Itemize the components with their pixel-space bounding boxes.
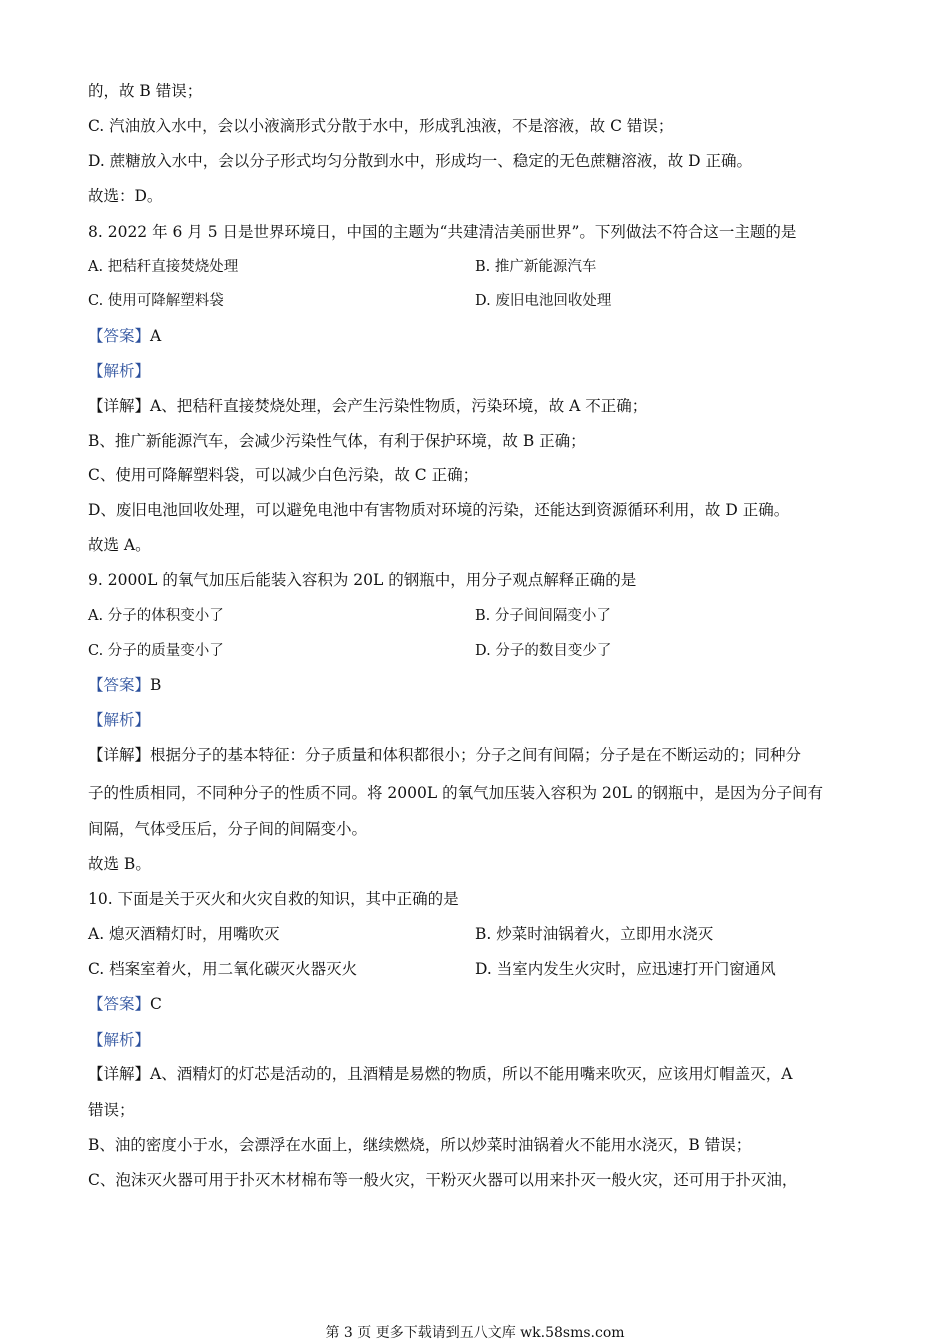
answer-tag: 【答案】 xyxy=(88,995,151,1013)
answer-value: B xyxy=(150,676,162,694)
q8-option-c: C. 使用可降解塑料袋 xyxy=(88,293,224,309)
detail-text: A、把秸秆直接焚烧处理，会产生污染性物质，污染环境，故 A 不正确； xyxy=(150,397,648,415)
q10-option-a: A. 熄灭酒精灯时，用嘴吹灭 xyxy=(88,925,280,943)
detail-tag: 【详解】 xyxy=(88,397,151,415)
q9-answer xyxy=(88,674,161,696)
q8-conclusion: 故选 A。 xyxy=(88,536,151,554)
detail-tag: 【详解】 xyxy=(88,746,151,764)
q9-option-d: D. 分子的数目变少了 xyxy=(475,643,612,659)
q8-option-a: A. 把秸秆直接焚烧处理 xyxy=(88,259,239,275)
detail-tag: 【详解】 xyxy=(88,1065,151,1083)
question-8-stem: 8. 2022 年 6 月 5 日是世界环境日，中国的主题为“共建清洁美丽世界”。下列做法不符合这一主题的是 xyxy=(88,223,797,241)
q10-detail-line: 错误； xyxy=(88,1101,135,1119)
q8-detail-line: D、废旧电池回收处理，可以避免电池中有害物质对环境的污染，还能达到资源循环利用，故 D 正确。 xyxy=(88,501,790,519)
detail-text: A、酒精灯的灯芯是活动的，且酒精是易燃的物质，所以不能用嘴来吹灭，应该用灯帽盖灭，A xyxy=(150,1065,793,1083)
q9-detail-line: 间隔，气体受压后，分子间的间隔变小。 xyxy=(88,820,368,838)
q9-option-c: C. 分子的质量变小了 xyxy=(88,643,224,659)
q10-option-c: C. 档案室着火，用二氧化碳灭火器灭火 xyxy=(88,960,358,978)
q10-option-b: B. 炒菜时油锅着火，立即用水浇灭 xyxy=(475,925,714,943)
q8-option-b: B. 推广新能源汽车 xyxy=(475,259,597,275)
q8-option-d: D. 废旧电池回收处理 xyxy=(475,293,612,309)
q9-option-a: A. 分子的体积变小了 xyxy=(88,608,224,624)
detail-text: 根据分子的基本特征：分子质量和体积都很小；分子之间有间隔；分子是在不断运动的；同种分 xyxy=(150,746,802,764)
q10-detail-line xyxy=(88,1063,792,1085)
question-10-stem: 10. 下面是关于灭火和火灾自救的知识，其中正确的是 xyxy=(88,890,459,908)
q10-detail-line: B、油的密度小于水，会漂浮在水面上，继续燃烧，所以炒菜时油锅着火不能用水浇灭，B 错误； xyxy=(88,1136,752,1154)
q8-detail-line: B、推广新能源汽车，会减少污染性气体，有利于保护环境，故 B 正确； xyxy=(88,432,586,450)
question-9-stem: 9. 2000L 的氧气加压后能装入容积为 20L 的钢瓶中，用分子观点解释正确的是 xyxy=(88,571,637,589)
q10-detail-line: C、泡沫灭火器可用于扑灭木材棉布等一般火灾，干粉灭火器可以用来扑灭一般火灾，还可用于扑灭油， xyxy=(88,1171,798,1189)
analysis-tag: 【解析】 xyxy=(88,711,151,729)
q8-detail-line xyxy=(88,395,647,417)
analysis-tag: 【解析】 xyxy=(88,362,151,380)
q9-conclusion: 故选 B。 xyxy=(88,855,151,873)
q8-answer xyxy=(88,325,161,347)
answer-value: A xyxy=(150,327,162,345)
answer-value: C xyxy=(150,995,162,1013)
q8-analysis xyxy=(88,360,150,382)
page-footer: 第 3 页 更多下载请到五八文库 wk.58sms.com xyxy=(325,1325,625,1341)
answer-tag: 【答案】 xyxy=(88,676,151,694)
q10-analysis xyxy=(88,1029,150,1051)
q10-answer xyxy=(88,993,162,1015)
text-line: 的，故 B 错误； xyxy=(88,82,203,100)
q9-analysis xyxy=(88,709,150,731)
q9-option-b: B. 分子间间隔变小了 xyxy=(475,608,611,624)
q8-detail-line: C、使用可降解塑料袋，可以减少白色污染，故 C 正确； xyxy=(88,466,479,484)
q9-detail-line xyxy=(88,744,801,766)
analysis-tag: 【解析】 xyxy=(88,1031,151,1049)
text-line: 故选：D。 xyxy=(88,187,163,205)
answer-tag: 【答案】 xyxy=(88,327,151,345)
text-line: D. 蔗糖放入水中，会以分子形式均匀分散到水中，形成均一、稳定的无色蔗糖溶液，故 D 正确。 xyxy=(88,152,753,170)
q10-option-d: D. 当室内发生火灾时，应迅速打开门窗通风 xyxy=(475,960,776,978)
text-line: C. 汽油放入水中，会以小液滴形式分散于水中，形成乳浊液，不是溶液，故 C 错误； xyxy=(88,117,674,135)
q9-detail-line: 子的性质相同，不同种分子的性质不同。将 2000L 的氧气加压装入容积为 20L 的钢瓶中，是因为分子间有 xyxy=(88,784,823,802)
